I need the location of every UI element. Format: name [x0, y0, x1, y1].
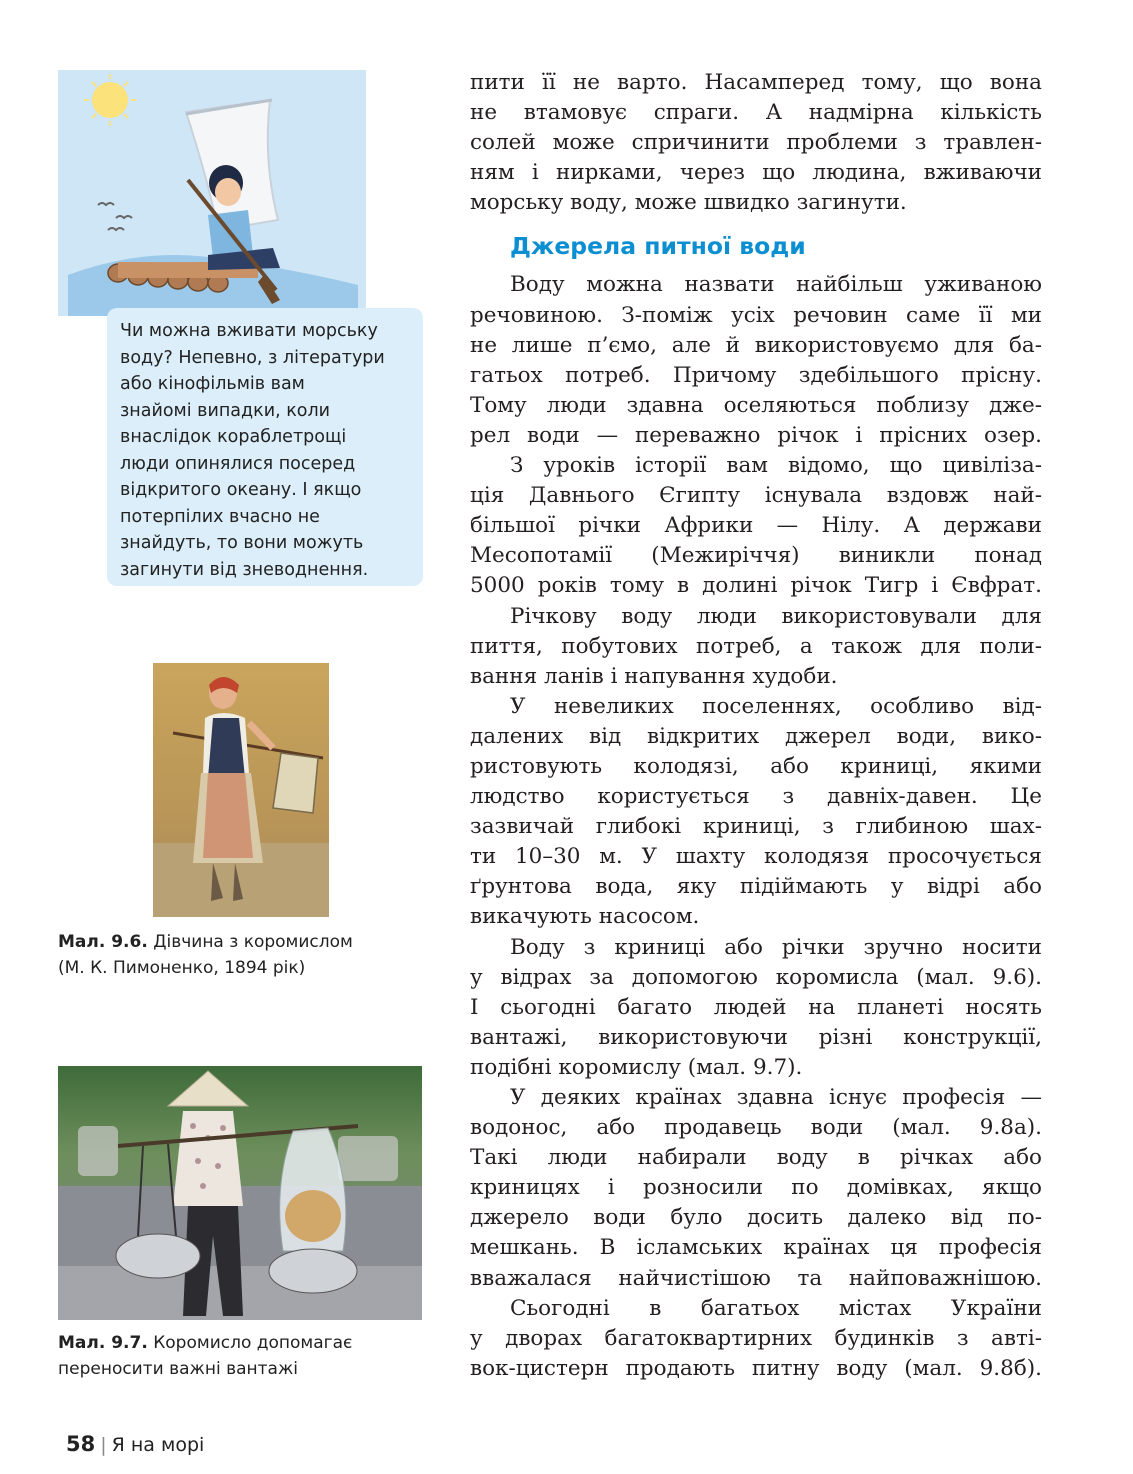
body-line: І сьогодні багато людей на планеті носять — [470, 994, 1042, 1020]
footer-separator: | — [100, 1434, 107, 1456]
body-line: Річкову воду люди використовували для — [510, 603, 1042, 629]
callout-line: потерпілих вчасно не — [120, 506, 320, 527]
photo-street-vendor-with-yoke — [58, 1066, 422, 1320]
body-line: джерело води було досить далеко від по- — [470, 1205, 1042, 1231]
callout-line: воду? Непевно, з літератури — [120, 347, 385, 368]
body-line: рел води — переважно річок і прісних озер. — [470, 422, 1042, 448]
body-line: Месопотамії (Межиріччя) виникли понад — [470, 543, 1042, 569]
body-line: вантажі, використовуючи різні конструкції, — [470, 1024, 1042, 1050]
callout-line: знайомі випадки, коли — [120, 400, 331, 421]
section-heading: Джерела питної води — [510, 232, 806, 261]
body-line: не втамовує спраги. А надмірна кількість — [470, 100, 1042, 126]
body-line: вок-цистерн продають питну воду (мал. 9.8б). — [470, 1355, 1042, 1381]
body-line: Сьогодні в багатьох містах України — [510, 1295, 1042, 1321]
body-line: у відрах за допомогою коромисла (мал. 9.6). — [470, 964, 1042, 990]
figure-label: Мал. 9.6. — [58, 932, 148, 952]
body-line: ґрунтова вода, яку підіймають у відрі або — [470, 874, 1042, 900]
body-line: Воду можна назвати найбільш уживаною — [510, 272, 1042, 298]
body-line: солей може спричинити проблеми з травлен- — [470, 130, 1042, 156]
caption-text: переносити важні вантажі — [58, 1359, 298, 1379]
main-text-column — [470, 68, 1042, 1384]
body-line: ням і нирками, через що людина, вживаючи — [470, 160, 1042, 186]
body-line: викачують насосом. — [470, 904, 700, 930]
painting-girl-with-yoke — [153, 663, 329, 917]
body-line: пиття, побутових потреб, а також для поли- — [470, 633, 1042, 659]
body-line: водонос, або продавець води (мал. 9.8а). — [470, 1115, 1042, 1141]
caption-text: Коромисло допомагає — [147, 1333, 353, 1353]
callout-line: люди опинялися посеред — [120, 453, 356, 474]
body-line: не лише п’ємо, але й використовуємо для ба- — [470, 332, 1042, 358]
figure-label: Мал. 9.7. — [58, 1333, 148, 1353]
figure-9-6-caption — [58, 929, 438, 981]
body-line: Тому люди здавна оселяються поблизу дже- — [470, 392, 1042, 418]
body-line: ти 10–30 м. У шахту колодязя просочується — [470, 844, 1042, 870]
question-callout — [107, 308, 423, 586]
body-line: Воду з криниці або річки зручно носити — [510, 934, 1042, 960]
callout-line: знайдуть, то вони можуть — [120, 533, 364, 553]
callout-line: відкритого океану. І якщо — [120, 480, 362, 500]
body-line: ристовують колодязі, або криниці, якими — [470, 753, 1042, 779]
callout-line: Чи можна вживати морську — [120, 321, 378, 341]
caption-text: Дівчина з коромислом — [147, 932, 353, 952]
body-line: вання ланів і напування худоби. — [470, 663, 838, 689]
body-line: більшої річки Африки — Нілу. А держави — [470, 513, 1042, 539]
body-line: морську воду, може швидко загинути. — [470, 190, 907, 216]
page-footer — [66, 1432, 204, 1456]
figure-9-7-caption — [58, 1330, 438, 1382]
boy-on-raft-drawing — [58, 70, 366, 316]
body-line: ція Давнього Єгипту існувала вздовж най- — [470, 483, 1042, 509]
body-line: криницях і розносили по домівках, якщо — [470, 1175, 1042, 1201]
body-line: людство користується з давніх-давен. Це — [470, 784, 1042, 810]
page-number: 58 — [66, 1432, 96, 1456]
callout-line: внаслідок кораблетрощі — [120, 427, 347, 447]
body-line: 5000 років тому в долині річок Тигр і Євфрат. — [470, 573, 1042, 599]
body-line: зазвичай глибокі криниці, з глибиною шах- — [470, 814, 1042, 840]
body-line: пити її не варто. Насамперед тому, що вона — [470, 70, 1042, 95]
body-line: далених від відкритих джерел води, вико- — [470, 723, 1042, 749]
body-line: подібні коромислу (мал. 9.7). — [470, 1054, 803, 1080]
body-line: гатьох потреб. Причому здебільшого прісну. — [470, 362, 1042, 388]
body-line: у дворах багатоквартирних будинків з авті- — [470, 1325, 1042, 1351]
callout-line: загинути від зневоднення. — [120, 559, 369, 580]
caption-text: (М. К. Пимоненко, 1894 рік) — [58, 958, 306, 978]
callout-line: або кінофільмів вам — [120, 374, 305, 394]
section-title: Я на морі — [111, 1434, 205, 1456]
body-line: У невеликих поселеннях, особливо від- — [510, 693, 1042, 719]
body-line: вважалася найчистішою та найповажнішою. — [470, 1265, 1042, 1291]
body-line: мешкань. В ісламських країнах ця професія — [470, 1235, 1042, 1261]
raft-illustration — [58, 70, 366, 316]
body-line: З уроків історії вам відомо, що цивіліза- — [510, 453, 1042, 479]
body-line: У деяких країнах здавна існує професія — — [510, 1085, 1042, 1110]
body-line: речовиною. З-поміж усіх речовин саме її ми — [470, 302, 1042, 328]
body-line: Такі люди набирали воду в річках або — [470, 1145, 1042, 1171]
